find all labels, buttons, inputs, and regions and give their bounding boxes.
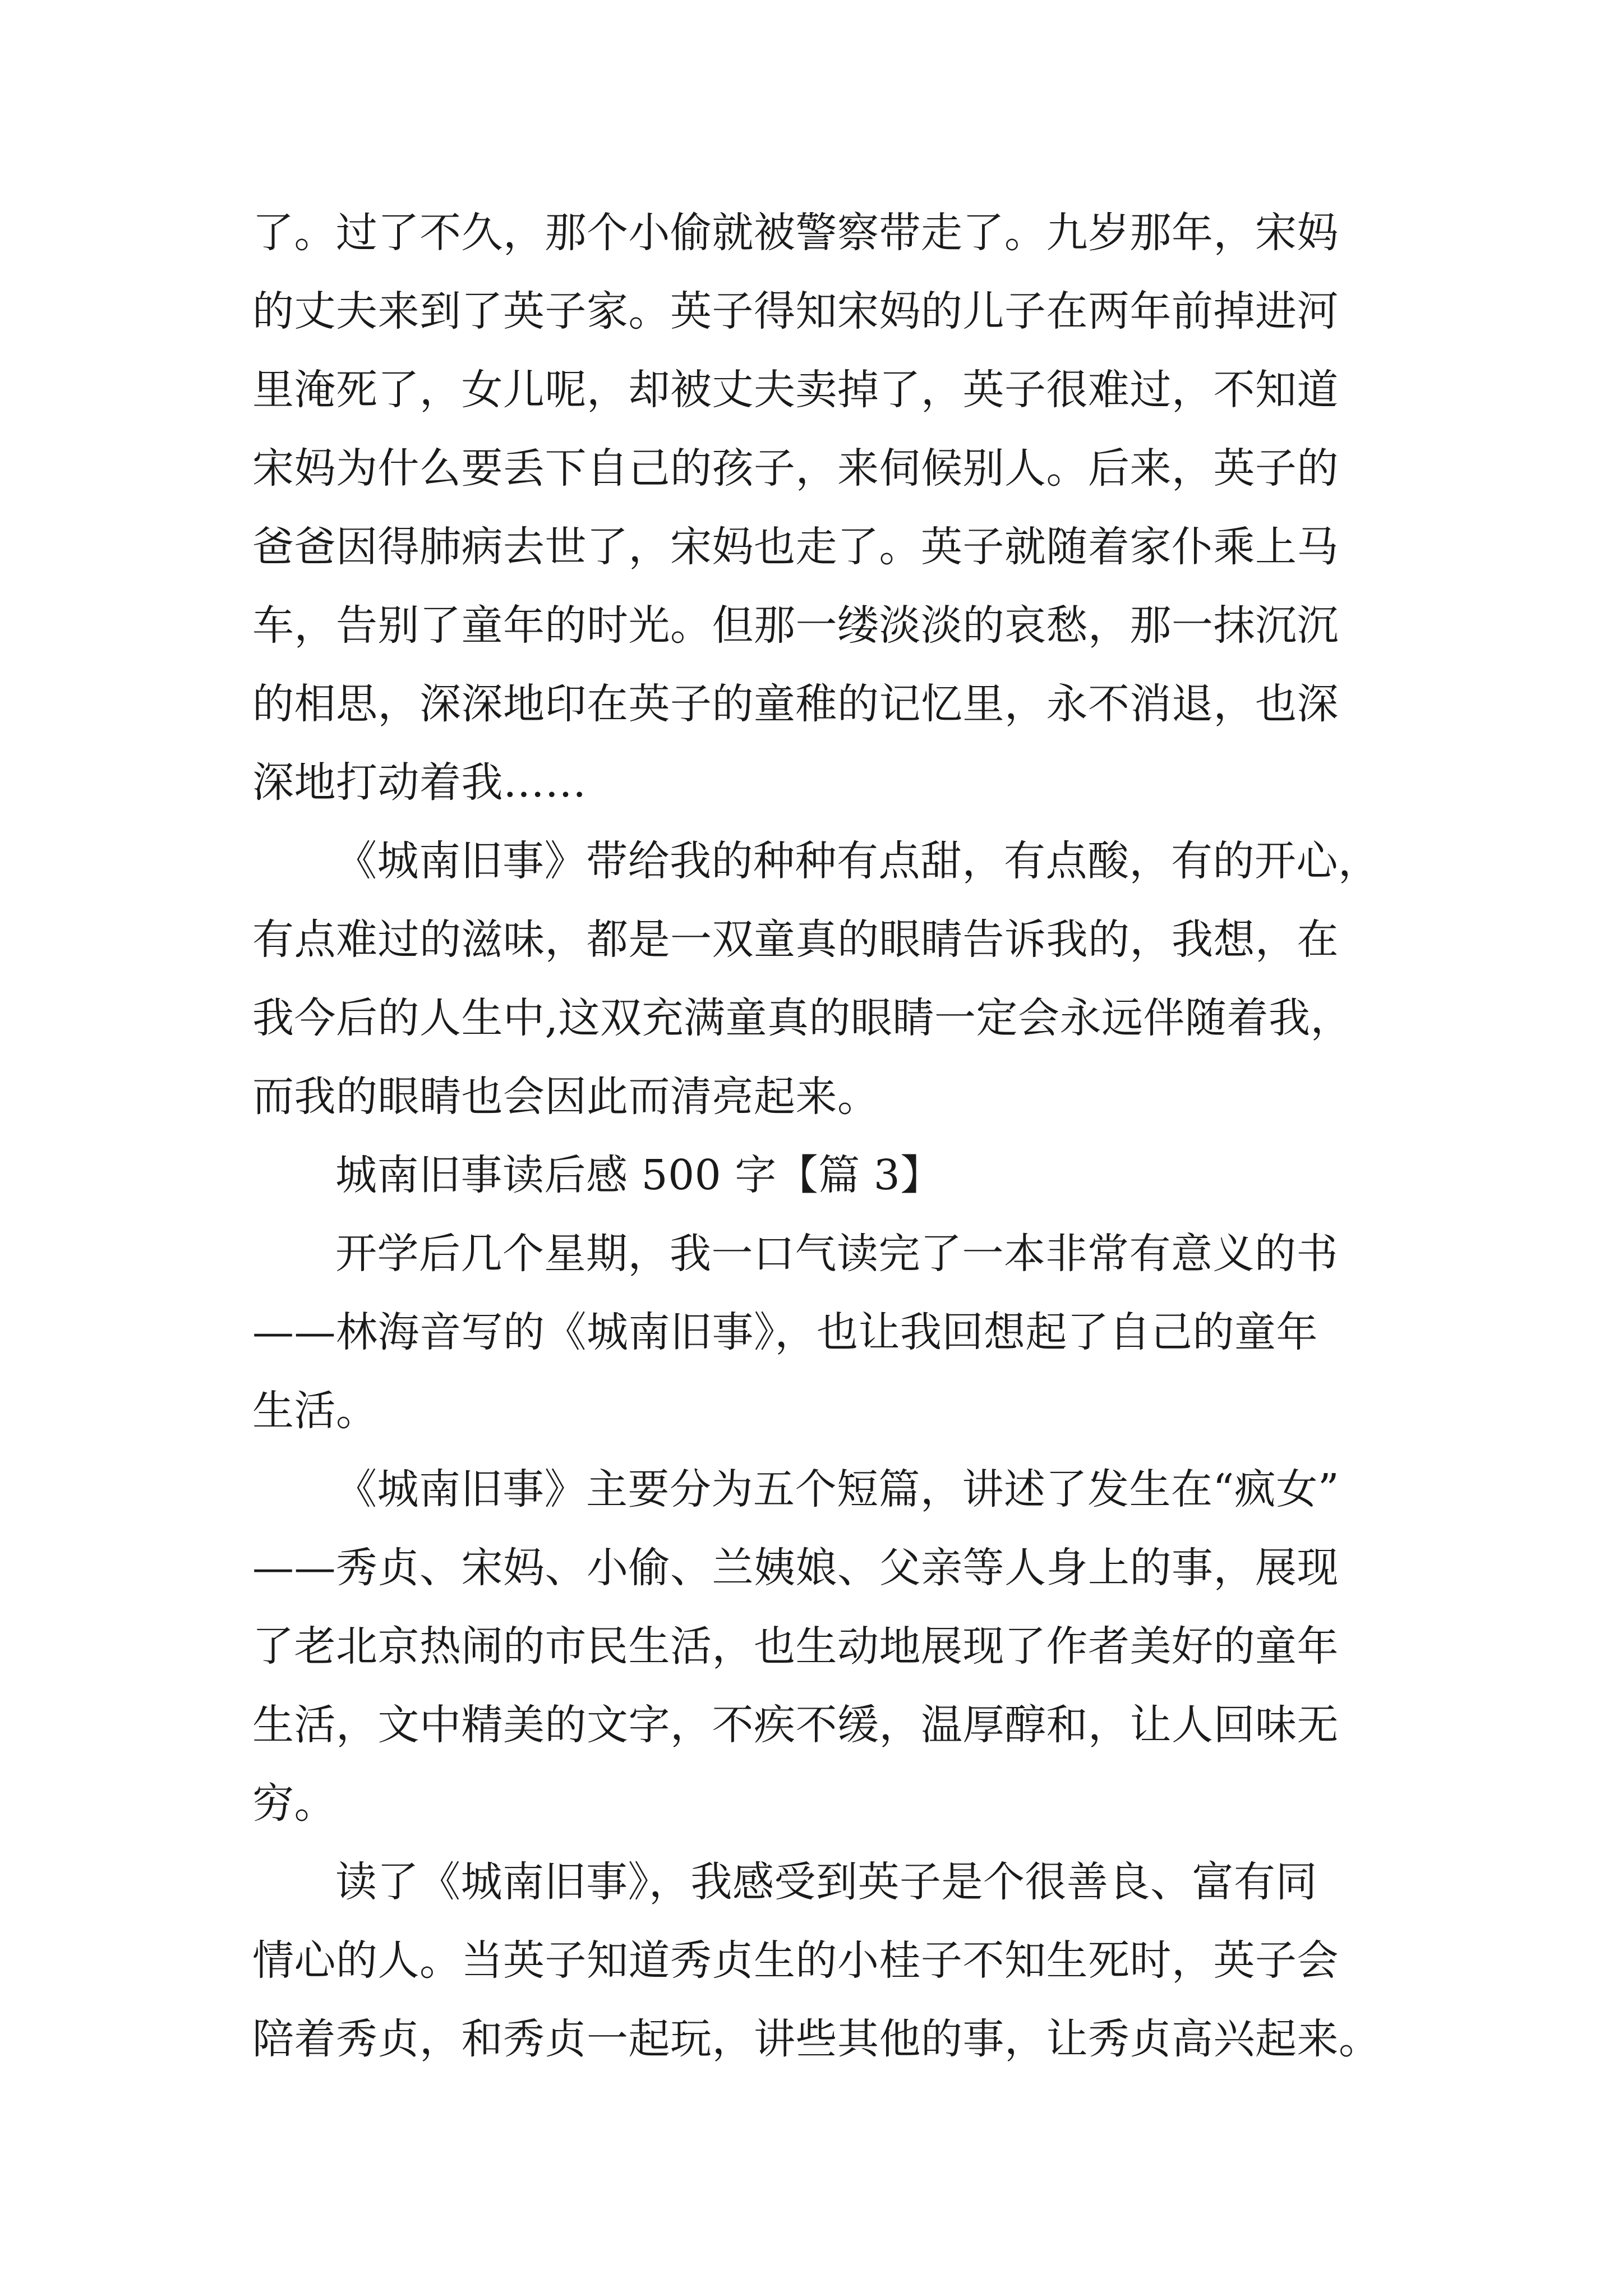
paragraph-line: 读了《城南旧事》，我感受到英子是个很善良、富有同 [335, 1858, 1317, 1906]
paragraph-line: ——秀贞、宋妈、小偷、兰姨娘、父亲等人身上的事，展现 [252, 1544, 1339, 1592]
paragraph-line: 陪着秀贞，和秀贞一起玩，讲些其他的事，让秀贞高兴起来。 [252, 2015, 1381, 2063]
paragraph-line: 《城南旧事》主要分为五个短篇，讲述了发生在“疯女” [335, 1465, 1340, 1513]
paragraph-line: 我今后的人生中,这双充满童真的眼睛一定会永远伴随着我， [252, 994, 1353, 1042]
paragraph-line: 而我的眼睛也会因此而清亮起来。 [252, 1073, 879, 1121]
paragraph-line: 深地打动着我…… [252, 758, 587, 807]
paragraph-line: 里淹死了，女儿呢，却被丈夫卖掉了，英子很难过，不知道 [252, 366, 1339, 414]
paragraph-line: 的相思，深深地印在英子的童稚的记忆里，永不消退，也深 [252, 680, 1339, 728]
paragraph-line: 穷。 [252, 1779, 336, 1828]
paragraph-line: 了。过了不久，那个小偷就被警察带走了。九岁那年，宋妈 [252, 209, 1339, 257]
paragraph-line: 开学后几个星期，我一口气读完了一本非常有意义的书 [335, 1230, 1338, 1278]
paragraph-line: 生活。 [252, 1387, 378, 1435]
paragraph-line: 《城南旧事》带给我的种种有点甜，有点酸，有的开心， [335, 837, 1380, 885]
paragraph-line: 了老北京热闹的市民生活，也生动地展现了作者美好的童年 [252, 1622, 1339, 1671]
paragraph-line: ——林海音写的《城南旧事》，也让我回想起了自己的童年 [252, 1308, 1318, 1356]
paragraph-line: 车，告别了童年的时光。但那一缕淡淡的哀愁，那一抹沉沉 [252, 601, 1339, 650]
paragraph-line: 有点难过的滋味，都是一双童真的眼睛告诉我的，我想，在 [252, 915, 1339, 964]
section-heading: 城南旧事读后感 500 字【篇 3】 [335, 1151, 942, 1199]
paragraph-line: 宋妈为什么要丢下自己的孩子，来伺候别人。后来，英子的 [252, 444, 1339, 493]
paragraph-line: 爸爸因得肺病去世了，宋妈也走了。英子就随着家仆乘上马 [252, 523, 1339, 571]
paragraph-line: 的丈夫来到了英子家。英子得知宋妈的儿子在两年前掉进河 [252, 287, 1339, 335]
paragraph-line: 生活，文中精美的文字，不疾不缓，温厚醇和，让人回味无 [252, 1701, 1339, 1749]
paragraph-line: 情心的人。当英子知道秀贞生的小桂子不知生死时，英子会 [252, 1936, 1339, 1985]
